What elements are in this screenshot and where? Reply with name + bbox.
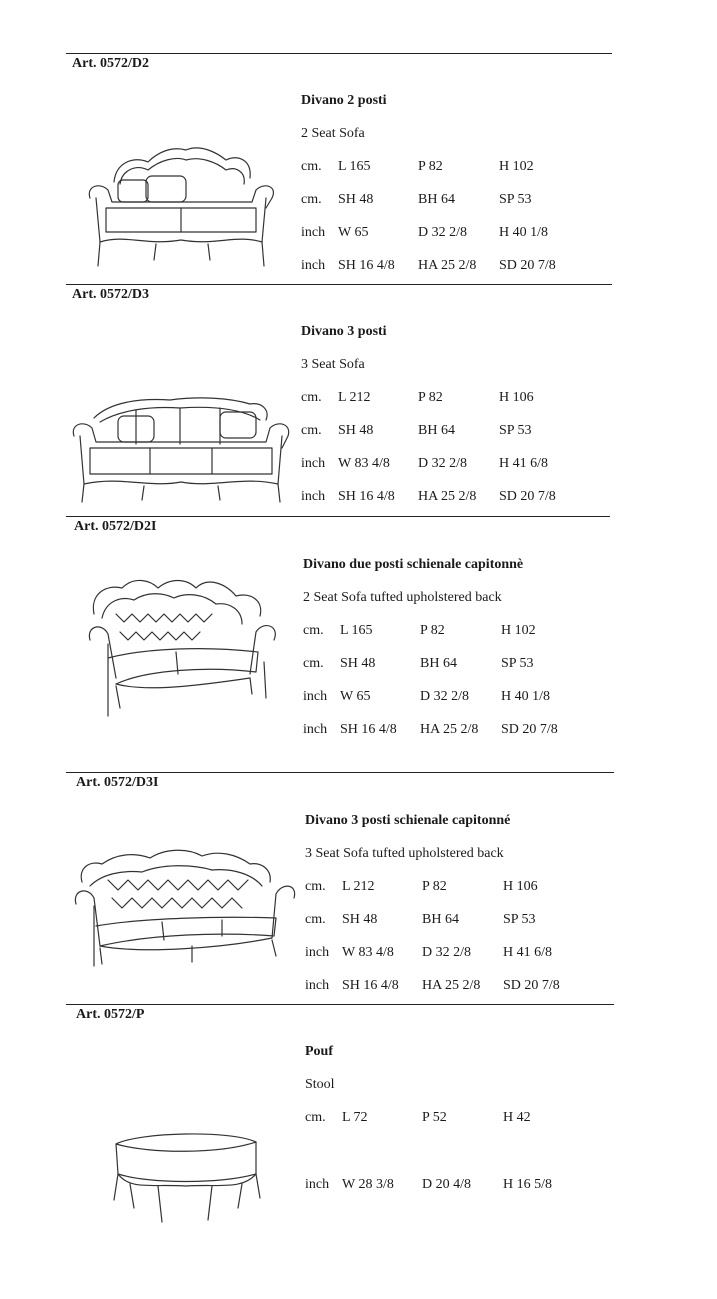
dimension-value: SD 20 7/8 bbox=[503, 978, 560, 993]
dimension-value: P 82 bbox=[418, 159, 443, 174]
dimension-value: D 32 2/8 bbox=[418, 225, 467, 240]
article-code: Art. 0572/D2 bbox=[72, 56, 149, 71]
dimension-value: SP 53 bbox=[499, 192, 532, 207]
three-seat-sofa-drawing bbox=[70, 392, 292, 506]
product-name-english: Stool bbox=[305, 1077, 335, 1092]
product-name-english: 3 Seat Sofa tufted upholstered back bbox=[305, 846, 504, 861]
dimension-value: SH 16 4/8 bbox=[342, 978, 399, 993]
dimension-value: H 102 bbox=[499, 159, 534, 174]
pouf-stool-drawing bbox=[110, 1124, 262, 1224]
dimension-value: BH 64 bbox=[420, 656, 457, 671]
dimension-value: SD 20 7/8 bbox=[499, 489, 556, 504]
unit-label: inch bbox=[303, 722, 328, 737]
dimension-value: H 42 bbox=[503, 1110, 531, 1125]
article-code: Art. 0572/D3I bbox=[76, 775, 159, 790]
unit-label: inch bbox=[305, 945, 330, 960]
unit-label: cm. bbox=[305, 879, 326, 894]
article-code: Art. 0572/D2I bbox=[74, 519, 157, 534]
section-divider bbox=[66, 516, 610, 517]
dimension-value: W 28 3/8 bbox=[342, 1177, 394, 1192]
dimension-value: BH 64 bbox=[418, 423, 455, 438]
unit-label: inch bbox=[303, 689, 328, 704]
dimension-value: HA 25 2/8 bbox=[420, 722, 479, 737]
dimension-value: HA 25 2/8 bbox=[418, 258, 477, 273]
unit-label: inch bbox=[301, 225, 326, 240]
unit-label: cm. bbox=[301, 192, 322, 207]
dimension-value: SH 48 bbox=[340, 656, 376, 671]
product-name-english: 3 Seat Sofa bbox=[301, 357, 365, 372]
dimension-value: BH 64 bbox=[422, 912, 459, 927]
dimension-value: L 72 bbox=[342, 1110, 368, 1125]
dimension-value: BH 64 bbox=[418, 192, 455, 207]
tufted-two-seat-sofa-drawing bbox=[86, 574, 282, 722]
product-name-english: 2 Seat Sofa tufted upholstered back bbox=[303, 590, 502, 605]
unit-label: inch bbox=[305, 1177, 330, 1192]
unit-label: inch bbox=[301, 258, 326, 273]
dimension-value: W 83 4/8 bbox=[338, 456, 390, 471]
section-divider bbox=[66, 53, 612, 54]
dimension-value: P 82 bbox=[418, 390, 443, 405]
dimension-value: SP 53 bbox=[501, 656, 534, 671]
unit-label: cm. bbox=[301, 390, 322, 405]
dimension-value: SP 53 bbox=[499, 423, 532, 438]
dimension-value: H 106 bbox=[499, 390, 534, 405]
section-divider bbox=[66, 284, 612, 285]
dimension-value: L 212 bbox=[338, 390, 371, 405]
dimension-value: H 40 1/8 bbox=[501, 689, 550, 704]
dimension-value: H 41 6/8 bbox=[503, 945, 552, 960]
unit-label: cm. bbox=[301, 159, 322, 174]
dimension-value: D 20 4/8 bbox=[422, 1177, 471, 1192]
dimension-value: W 83 4/8 bbox=[342, 945, 394, 960]
dimension-value: W 65 bbox=[340, 689, 371, 704]
dimension-value: H 40 1/8 bbox=[499, 225, 548, 240]
dimension-value: P 52 bbox=[422, 1110, 447, 1125]
dimension-value: SD 20 7/8 bbox=[501, 722, 558, 737]
dimension-value: H 106 bbox=[503, 879, 538, 894]
product-name-italian: Divano due posti schienale capitonnè bbox=[303, 557, 524, 572]
unit-label: inch bbox=[301, 489, 326, 504]
dimension-value: SH 16 4/8 bbox=[338, 489, 395, 504]
unit-label: cm. bbox=[303, 656, 324, 671]
dimension-value: L 165 bbox=[338, 159, 371, 174]
dimension-value: SH 48 bbox=[342, 912, 378, 927]
dimension-value: L 212 bbox=[342, 879, 375, 894]
product-name-italian: Divano 3 posti bbox=[301, 324, 387, 339]
unit-label: inch bbox=[301, 456, 326, 471]
product-name-italian: Pouf bbox=[305, 1044, 333, 1059]
dimension-value: D 32 2/8 bbox=[422, 945, 471, 960]
dimension-value: SP 53 bbox=[503, 912, 536, 927]
unit-label: cm. bbox=[301, 423, 322, 438]
unit-label: inch bbox=[305, 978, 330, 993]
dimension-value: H 16 5/8 bbox=[503, 1177, 552, 1192]
dimension-value: W 65 bbox=[338, 225, 369, 240]
dimension-value: SH 16 4/8 bbox=[340, 722, 397, 737]
dimension-value: P 82 bbox=[420, 623, 445, 638]
dimension-value: SD 20 7/8 bbox=[499, 258, 556, 273]
dimension-value: SH 48 bbox=[338, 192, 374, 207]
section-divider bbox=[66, 1004, 614, 1005]
dimension-value: HA 25 2/8 bbox=[422, 978, 481, 993]
unit-label: cm. bbox=[305, 912, 326, 927]
product-name-italian: Divano 3 posti schienale capitonné bbox=[305, 813, 511, 828]
unit-label: cm. bbox=[303, 623, 324, 638]
dimension-value: D 32 2/8 bbox=[418, 456, 467, 471]
product-name-english: 2 Seat Sofa bbox=[301, 126, 365, 141]
product-name-italian: Divano 2 posti bbox=[301, 93, 387, 108]
dimension-value: H 41 6/8 bbox=[499, 456, 548, 471]
dimension-value: SH 16 4/8 bbox=[338, 258, 395, 273]
dimension-value: HA 25 2/8 bbox=[418, 489, 477, 504]
dimension-value: H 102 bbox=[501, 623, 536, 638]
dimension-value: L 165 bbox=[340, 623, 373, 638]
article-code: Art. 0572/D3 bbox=[72, 287, 149, 302]
tufted-three-seat-sofa-drawing bbox=[72, 846, 298, 972]
dimension-value: P 82 bbox=[422, 879, 447, 894]
section-divider bbox=[66, 772, 614, 773]
dimension-value: D 32 2/8 bbox=[420, 689, 469, 704]
unit-label: cm. bbox=[305, 1110, 326, 1125]
dimension-value: SH 48 bbox=[338, 423, 374, 438]
article-code: Art. 0572/P bbox=[76, 1007, 145, 1022]
two-seat-sofa-drawing bbox=[86, 142, 276, 270]
